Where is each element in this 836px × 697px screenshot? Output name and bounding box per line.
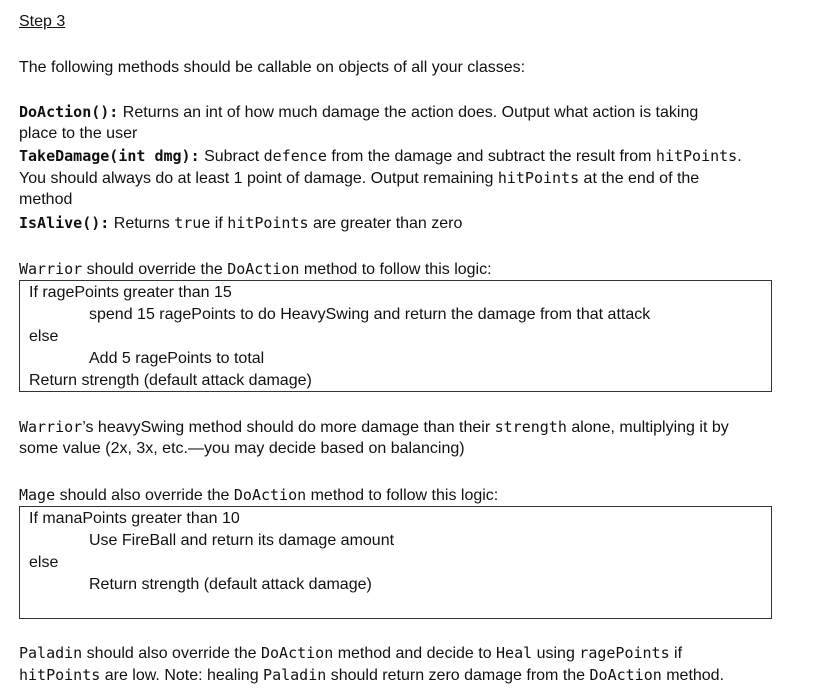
text-span: . (737, 148, 742, 165)
text-span: from the damage and subtract the result from (326, 148, 656, 165)
text-span: method to follow this logic: (299, 261, 492, 278)
text-span: if (669, 645, 683, 662)
warrior-heavyswing-description-line2: some value (2x, 3x, etc.—you may decide based on balancing) (19, 440, 465, 457)
code-doaction: DoAction (589, 666, 662, 684)
text-span: Returns (109, 215, 175, 232)
doaction-description-cont: place to the user (19, 125, 138, 142)
code-doaction: DoAction (227, 260, 300, 278)
text-span: should return zero damage from the (326, 667, 590, 684)
text-span: at the end of the (579, 170, 700, 187)
text-span: alone, multiplying it by (566, 419, 729, 436)
doaction-desc: Returns an int of how much damage the action does. Output what action is taking (118, 104, 699, 121)
text-span: method to follow this logic: (306, 487, 499, 504)
code-true: true (174, 214, 211, 232)
text-span: method and decide to (333, 645, 497, 662)
takedamage-description (19, 145, 742, 168)
warrior-heavyswing-description (19, 416, 729, 439)
takedamage-description-line3: method (19, 191, 73, 208)
takedamage-signature: TakeDamage(int dmg): (19, 147, 200, 165)
mage-logic-box (19, 506, 772, 619)
code-paladin: Paladin (263, 666, 327, 684)
text-span: method. (661, 667, 725, 684)
text-span: should override the (82, 261, 228, 278)
code-strength: strength (494, 418, 567, 436)
text-span: Subract (199, 148, 264, 165)
warrior-logic-line: If ragePoints greater than 15 (29, 284, 232, 301)
warrior-logic-box (19, 280, 772, 392)
text-span: You should always do at least 1 point of damage. Output remaining (19, 170, 498, 187)
takedamage-description-line2 (19, 167, 699, 190)
mage-intro (19, 484, 498, 507)
text-span: if (210, 215, 228, 232)
intro-text: The following methods should be callable on objects of all your classes: (19, 59, 526, 76)
code-warrior: Warrior (19, 418, 83, 436)
doaction-description (19, 101, 698, 124)
text-span: are low. Note: healing (100, 667, 264, 684)
mage-logic-line: else (29, 554, 59, 571)
mage-logic-line: Return strength (default attack damage) (89, 576, 372, 593)
mage-logic-line: Use FireBall and return its damage amount (89, 532, 395, 549)
code-hitpoints: hitPoints (497, 169, 580, 187)
code-defence: defence (263, 147, 327, 165)
isalive-description (19, 212, 462, 235)
text-span: should also override the (82, 645, 261, 662)
warrior-logic-line: Return strength (default attack damage) (29, 372, 312, 389)
code-ragepoints: ragePoints (579, 644, 670, 662)
warrior-logic-line: else (29, 328, 59, 345)
warrior-logic-line: spend 15 ragePoints to do HeavySwing and return the damage from that attack (89, 306, 651, 323)
code-warrior: Warrior (19, 260, 83, 278)
code-hitpoints: hitPoints (19, 666, 101, 684)
paladin-description (19, 642, 682, 665)
warrior-logic-line: Add 5 ragePoints to total (89, 350, 265, 367)
mage-logic-line: If manaPoints greater than 10 (29, 510, 240, 527)
paladin-description-line2 (19, 664, 724, 687)
text-span: should also override the (55, 487, 234, 504)
isalive-signature: IsAlive(): (19, 214, 110, 232)
text-span: using (532, 645, 580, 662)
step-heading: Step 3 (19, 13, 66, 30)
code-hitpoints: hitPoints (227, 214, 309, 232)
warrior-intro (19, 258, 492, 281)
text-span: are greater than zero (308, 215, 463, 232)
code-hitpoints: hitPoints (655, 147, 738, 165)
code-doaction: DoAction (233, 486, 307, 504)
code-paladin: Paladin (19, 644, 83, 662)
code-mage: Mage (19, 486, 56, 504)
doaction-signature: DoAction(): (19, 103, 119, 121)
code-doaction: DoAction (261, 644, 334, 662)
code-heal: Heal (496, 644, 533, 662)
text-span: ’s heavySwing method should do more damage than their (82, 419, 495, 436)
